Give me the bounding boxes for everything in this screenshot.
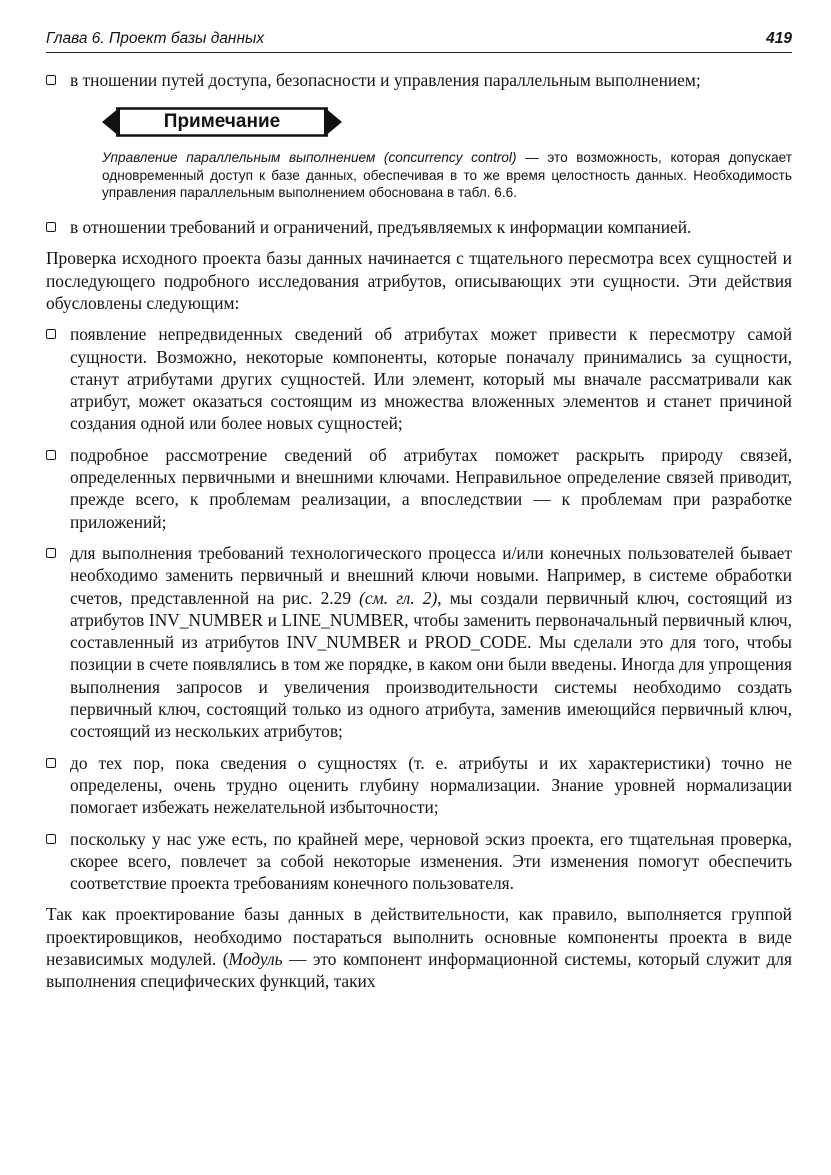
paragraph-text-part: — это компонент информационной системы, который служит для выполнения специфических функций, таких bbox=[46, 948, 792, 992]
note-definition: — это возможность, которая допускает одновременный доступ к базе данных, обеспечивая в то же время целостность данных. Необходимость управления параллельным выполнением обоснована в табл. 6.6. bbox=[102, 150, 792, 201]
checkbox-bullet-icon bbox=[46, 222, 56, 232]
checkbox-bullet-icon bbox=[46, 75, 56, 85]
list-item-text: подробное рассмотрение сведений об атрибутах поможет раскрыть природу связей, определенных первичными и внешними ключами. Неправильное определение связей приводит, прежде всего, к проблемам реализации, а впоследствии — к проблемам при разработке приложений; bbox=[70, 444, 792, 532]
note-text bbox=[102, 149, 792, 202]
list-item-text: появление непредвиденных сведений об атрибутах может привести к пересмотру самой сущности. Возможно, некоторые компоненты, которые поначалу принимались за сущности, станут атрибутами других сущностей. Или элемент, который мы вначале рассматривали как атрибут, может оказаться состоящим из множества вложенных элементов и станет причиной создания одной или более новых сущностей; bbox=[70, 324, 792, 434]
list-item-text: поскольку у нас уже есть, по крайней мере, черновой эскиз проекта, его тщательная проверка, скорее всего, повлечет за собой некоторые изменения. Эти изменения помогут обеспечить соответствие проекта требованиям конечного пользователя. bbox=[70, 828, 792, 894]
checkbox-bullet-icon bbox=[46, 758, 56, 768]
note-banner bbox=[102, 107, 342, 137]
list-item bbox=[46, 444, 792, 533]
list-item bbox=[46, 323, 792, 434]
list-item bbox=[46, 542, 792, 743]
list-item-access-paths bbox=[46, 69, 792, 91]
checkbox-bullet-icon bbox=[46, 450, 56, 460]
list-item-requirements bbox=[46, 216, 792, 238]
document-page bbox=[46, 30, 792, 1002]
list-item-text bbox=[70, 543, 792, 741]
list-item-text-part: для выполнения требований технологического процесса и/или конечных пользователей бывает необходимо заменить первичный и внешний ключи новыми. Например, в системе обработки счетов, представленной на рис. 2.29 bbox=[70, 542, 792, 608]
checkbox-bullet-icon bbox=[46, 329, 56, 339]
list-item bbox=[46, 752, 792, 819]
list-item bbox=[46, 828, 792, 895]
final-paragraph bbox=[46, 903, 792, 992]
list-item-text: в отношении требований и ограничений, предъявляемых к информации компанией. bbox=[70, 217, 692, 238]
checkbox-bullet-icon bbox=[46, 548, 56, 558]
page-number: 419 bbox=[766, 30, 792, 47]
intro-paragraph: Проверка исходного проекта базы данных начинается с тщательного пересмотра всех сущностей и последующего подробного исследования атрибутов, описывающих эти сущности. Эти действия обусловлены следующим: bbox=[46, 248, 792, 313]
note-label: Примечание bbox=[163, 111, 281, 133]
paragraph-text-part: Так как проектирование базы данных в действительности, как правило, выполняется группой проектировщиков, необходимо постараться выполнить основные компоненты проекта в виде независимых модулей. ( bbox=[46, 904, 792, 969]
figure-reference: (см. гл. 2) bbox=[359, 587, 438, 608]
term-module: Модуль bbox=[228, 948, 283, 969]
note-box bbox=[102, 107, 792, 202]
running-header bbox=[46, 30, 792, 53]
list-item-text: в тношении путей доступа, безопасности и управления параллельным выполнением; bbox=[70, 70, 701, 90]
checkbox-bullet-icon bbox=[46, 834, 56, 844]
list-item-text: до тех пор, пока сведения о сущностях (т. е. атрибуты и их характеристики) точно не определены, очень трудно оценить глубину нормализации. Знание уровней нормализации помогает избежать нежелательной избыточности; bbox=[70, 752, 792, 818]
chapter-title: Глава 6. Проект базы данных bbox=[46, 30, 265, 47]
list-item-text-part: , мы создали первичный ключ, состоящий из атрибутов INV_NUMBER и LINE_NUMBER, чтобы заменить первоначальный первичный ключ, составленный из атрибутов INV_NUMBER и PROD_CODE. Мы сделали это для того, чтобы позиции в счете появлялись в том же порядке, в каком они были введены. Иногда для упрощения выполнения запросов и увеличения производительности системы необходимо создать первичный ключ, состоящий только из одного атрибута, заменив имеющийся первичный ключ, состоящий из нескольких атрибутов; bbox=[70, 587, 792, 742]
note-term: Управление параллельным выполнением (concurrency control) bbox=[102, 150, 517, 166]
